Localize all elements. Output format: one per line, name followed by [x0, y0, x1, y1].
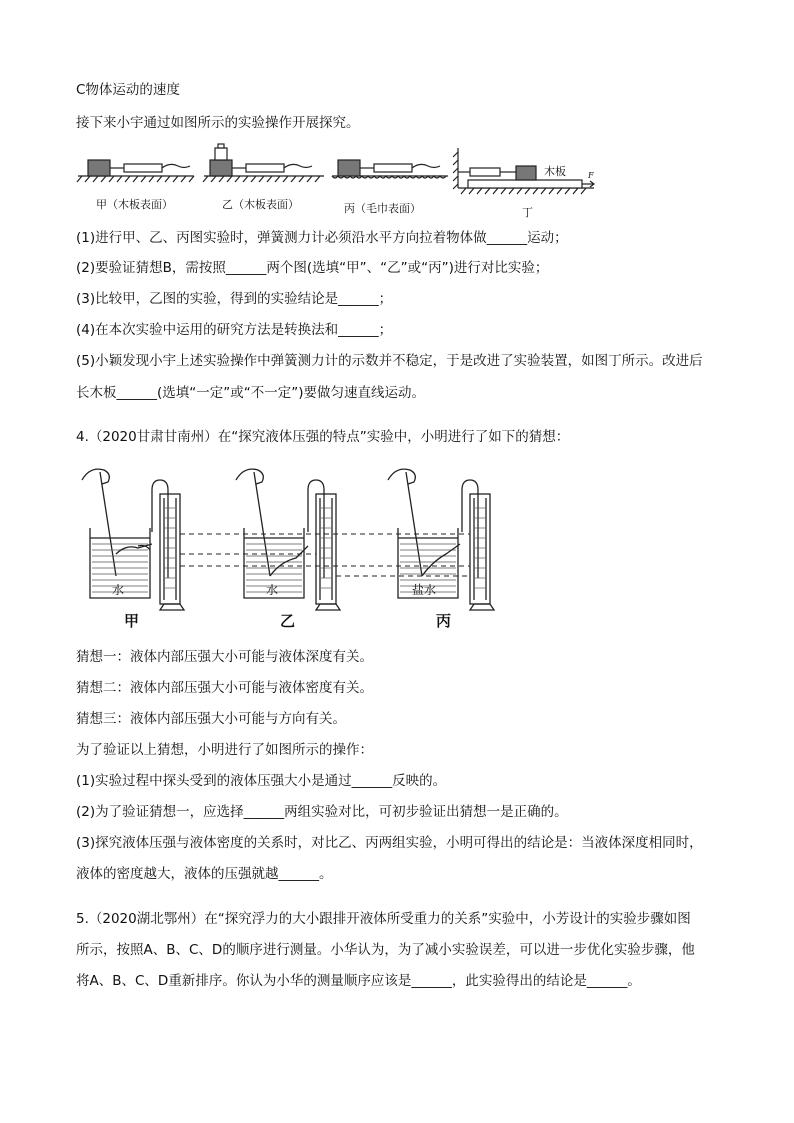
liquid-label-bing: 盐水 [412, 583, 437, 597]
caption-bing: 丙（毛巾表面） [344, 202, 421, 215]
caption-jia: 甲（木板表面） [96, 198, 173, 211]
question-5-line-2: 所示，按照A、B、C、D的顺序进行测量。小华认为，为了减小实验误差，可以进一步优化实验步骤，他 [76, 942, 695, 958]
text-line-1: C物体运动的速度 [76, 82, 180, 98]
text-line-3: (1)进行甲、乙、丙图实验时，弹簧测力计必须沿水平方向拉着物体做______运动； [76, 230, 568, 246]
fig2-caption-bing: 丙 [436, 612, 452, 630]
text-line-17: 液体的密度越大，液体的压强就越______。 [76, 866, 333, 882]
text-line-15: (2)为了验证猜想一，应选择______两组实验对比，可初步验证出猜想一是正确的。 [76, 804, 568, 820]
text-line-13: 为了验证以上猜想，小明进行了如图所示的操作： [76, 742, 373, 758]
friction-experiment-figure [76, 142, 596, 222]
fig2-caption-jia: 甲 [124, 612, 140, 630]
text-line-10: 猜想一：液体内部压强大小可能与液体深度有关。 [76, 649, 373, 665]
text-line-5: (3)比较甲，乙图的实验，得到的实验结论是______； [76, 291, 393, 307]
liquid-label-jia: 水 [112, 583, 125, 597]
text-line-16: (3)探究液体压强与液体密度的关系时，对比乙、丙两组实验，小明可得出的结论是：当液体深度相同时， [76, 835, 703, 851]
caption-yi: 乙（木板表面） [222, 198, 299, 211]
question-5-line-3: 将A、B、C、D重新排序。你认为小华的测量顺序应该是______，此实验得出的结论是______。 [76, 973, 641, 989]
text-line-12: 猜想三：液体内部压强大小可能与方向有关。 [76, 711, 346, 727]
text-line-11: 猜想二：液体内部压强大小可能与液体密度有关。 [76, 680, 373, 696]
force-label: F [588, 171, 594, 180]
board-label: 木板 [544, 165, 566, 178]
caption-ding: 丁 [522, 206, 533, 219]
liquid-label-yi: 水 [266, 583, 279, 597]
text-line-4: (2)要验证猜想B，需按照______两个图(选填“甲”、“乙”或“丙”)进行对比实验； [76, 260, 549, 276]
question-5-line-1: 5.（2020湖北鄂州）在“探究浮力的大小跟排开液体所受重力的关系”实验中，小芳设计的实验步骤如图 [76, 911, 691, 927]
text-line-14: (1)实验过程中探头受到的液体压强大小是通过______反映的。 [76, 773, 447, 789]
text-line-7: (5)小颖发现小宇上述实验操作中弹簧测力计的示数并不稳定，于是改进了实验装置，如图丁所示。改进后 [76, 353, 703, 369]
text-line-2: 接下来小宇通过如图所示的实验操作开展探究。 [76, 115, 360, 131]
question-4-stem: 4.（2020甘肃甘南州）在“探究液体压强的特点”实验中，小明进行了如下的猜想： [76, 429, 570, 445]
fig2-caption-yi: 乙 [280, 612, 296, 630]
text-line-6: (4)在本次实验中运用的研究方法是转换法和______； [76, 322, 393, 338]
liquid-pressure-figure [76, 458, 496, 630]
text-line-8: 长木板______(选填“一定”或“不一定”)要做匀速直线运动。 [76, 385, 426, 401]
